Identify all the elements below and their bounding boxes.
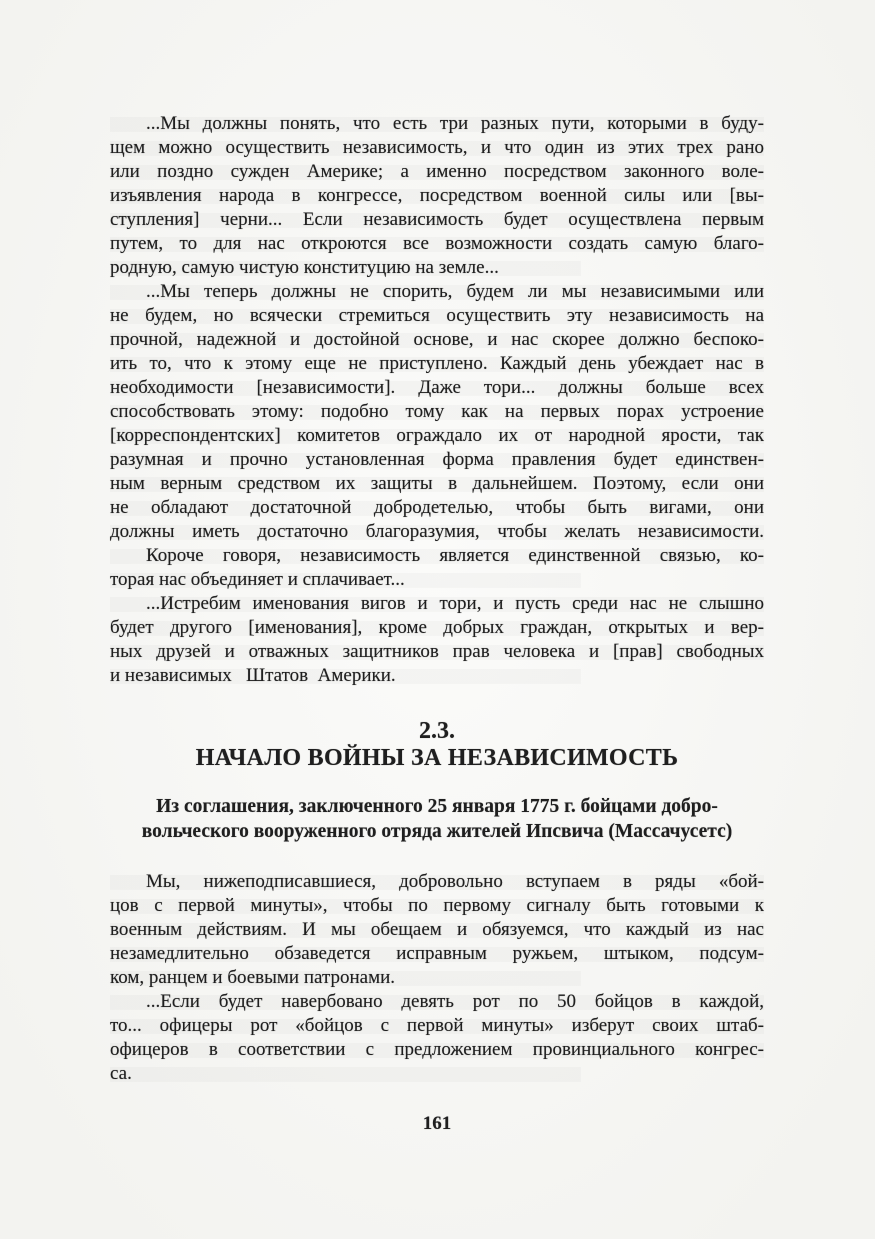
document-source-subheading <box>110 794 764 844</box>
text-line: прочной, надежной и достойной основе, и нас скорее должно беспоко- <box>110 329 764 350</box>
text-line: и независимых Штатов Америки. <box>110 664 764 688</box>
section-number: 2.3. <box>419 718 455 744</box>
text-line: ным верным средством их защиты в дальнейшем. Поэтому, если они <box>110 473 764 494</box>
paragraph <box>110 870 764 990</box>
page-number: 161 <box>422 1113 452 1134</box>
text-line: Короче говоря, независимость является единственной связью, ко- <box>110 544 764 568</box>
text-line: щем можно осуществить независимость, и что один из этих трех рано <box>110 137 764 158</box>
text-line: разумная и прочно установленная форма правления будет единствен- <box>110 449 764 470</box>
text-line: ...Мы теперь должны не спорить, будем ли мы независимыми или <box>110 280 764 304</box>
text-line: са. <box>110 1062 764 1086</box>
text-line: ных друзей и отважных защитников прав человека и [прав] свободных <box>110 641 764 662</box>
text-line: или поздно сужден Америке; а именно посредством законного воле- <box>110 161 764 182</box>
text-line: военным действиям. И мы обещаем и обязуемся, что каждый из нас <box>110 919 764 940</box>
text-line: ...Если будет навербовано девять рот по 50 бойцов в каждой, <box>110 990 764 1014</box>
text-line: способствовать этому: подобно тому как на первых порах устроение <box>110 401 764 422</box>
text-line: не обладают достаточной добродетелью, чтобы быть вигами, они <box>110 497 764 518</box>
text-line: цов с первой минуты», чтобы по первому сигналу быть готовыми к <box>110 895 764 916</box>
paragraph <box>110 990 764 1086</box>
paragraph <box>110 280 764 544</box>
text-line: будет другого [именования], кроме добрых граждан, открытых и вер- <box>110 617 764 638</box>
text-line: должны иметь достаточно благоразумия, чтобы желать независимости. <box>110 521 764 542</box>
text-line: ком, ранцем и боевыми патронами. <box>110 966 764 990</box>
text-line: не будем, но всячески стремиться осуществить эту независимость на <box>110 305 764 326</box>
text-line: вольческого вооруженного отряда жителей Ипсвича (Массачусетс) <box>141 821 733 842</box>
text-line: ...Мы должны понять, что есть три разных пути, которыми в буду- <box>110 112 764 136</box>
paragraph <box>110 112 764 280</box>
text-line: родную, самую чистую конституцию на земле... <box>110 256 764 280</box>
text-line: Из соглашения, заключенного 25 января 1775 г. бойцами добро- <box>156 796 718 817</box>
page-body <box>110 112 764 1136</box>
paragraph <box>110 592 764 688</box>
text-line: изъявления народа в конгрессе, посредством военной силы или [вы- <box>110 185 764 206</box>
text-line: то... офицеры рот «бойцов с первой минуты» изберут своих штаб- <box>110 1015 764 1036</box>
text-line: необходимости [независимости]. Даже тори... должны больше всех <box>110 377 764 398</box>
text-line: путем, то для нас откроются все возможности создать самую благо- <box>110 233 764 254</box>
text-line: незамедлительно обзаведется исправным ружьем, штыком, подсум- <box>110 943 764 964</box>
text-line: офицеров в соответствии с предложением провинциального конгрес- <box>110 1039 764 1060</box>
text-line: торая нас объединяет и сплачивает... <box>110 568 764 592</box>
text-line: [корреспондентских] комитетов ограждало их от народной ярости, так <box>110 425 764 446</box>
text-line: ить то, что к этому еще не приступлено. Каждый день убеждает нас в <box>110 353 764 374</box>
text-line: ступления] черни... Если независимость будет осуществлена первым <box>110 209 764 230</box>
section-title: НАЧАЛО ВОЙНЫ ЗА НЕЗАВИСИМОСТЬ <box>195 745 679 771</box>
text-line: Мы, нижеподписавшиеся, добровольно вступаем в ряды «бой- <box>110 870 764 894</box>
paragraph <box>110 544 764 592</box>
text-line: ...Истребим именования вигов и тори, и пусть среди нас не слышно <box>110 592 764 616</box>
section-heading <box>110 718 764 772</box>
